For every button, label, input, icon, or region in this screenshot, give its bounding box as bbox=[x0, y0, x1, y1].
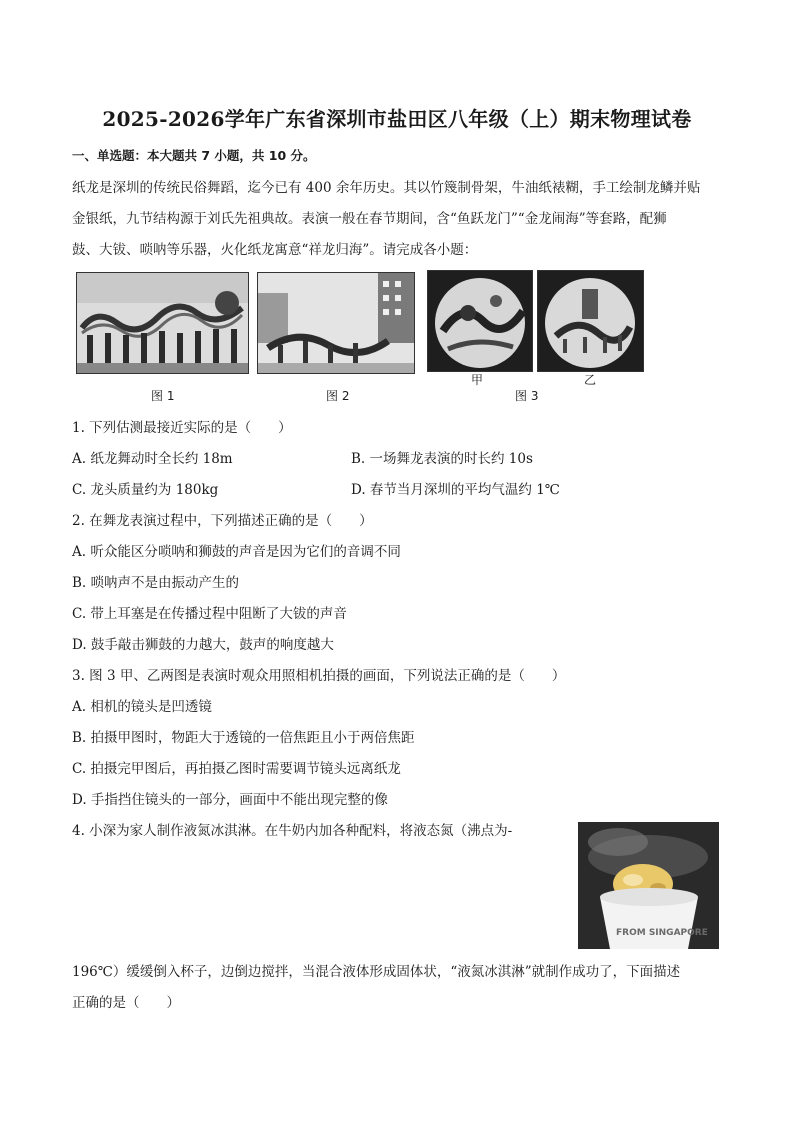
figure-1-image bbox=[76, 272, 249, 374]
figure-3b-image bbox=[537, 270, 644, 372]
question-1-option-d: D. 春节当月深圳的平均气温约 1℃ bbox=[351, 482, 560, 498]
question-2-option-a: A. 听众能区分唢呐和狮鼓的声音是因为它们的音调不同 bbox=[72, 544, 401, 560]
figure-2-caption: 图 2 bbox=[326, 389, 350, 403]
intro-line-2: 金银纸，九节结构源于刘氏先祖典故。表演一般在春节期间，含“鱼跃龙门”“金龙闹海”等套路，配狮 bbox=[72, 211, 667, 227]
question-1-stem: 1. 下列估测最接近实际的是（ ） bbox=[72, 420, 292, 436]
question-2-option-b: B. 唢呐声不是由振动产生的 bbox=[72, 575, 240, 591]
section-heading: 一、单选题：本大题共 7 小题，共 10 分。 bbox=[72, 148, 316, 163]
figure-3b-label: 乙 bbox=[584, 373, 597, 387]
question-1-option-b: B. 一场舞龙表演的时长约 10s bbox=[351, 451, 533, 467]
intro-line-1: 纸龙是深圳的传统民俗舞蹈，迄今已有 400 余年历史。其以竹篾制骨架，牛油纸裱糊，手工绘制龙鳞并贴 bbox=[72, 180, 701, 196]
question-1-option-c: C. 龙头质量约为 180kg bbox=[72, 482, 219, 498]
question-3-option-d: D. 手指挡住镜头的一部分，画面中不能出现完整的像 bbox=[72, 792, 388, 808]
question-4-stem: 4. 小深为家人制作液氮冰淇淋。在牛奶内加各种配料，将液态氮（沸点为- bbox=[72, 823, 513, 839]
question-3-option-a: A. 相机的镜头是凹透镜 bbox=[72, 699, 212, 715]
question-4-continuation-1: 196℃）缓缓倒入杯子，边倒边搅拌，当混合液体形成固体状，“液氮冰淇淋”就制作成功了，下面描述 bbox=[72, 964, 681, 980]
figure-1-caption: 图 1 bbox=[151, 389, 175, 403]
page-title: 2025-2026学年广东省深圳市盐田区八年级（上）期末物理试卷 bbox=[102, 107, 692, 131]
figure-3-caption: 图 3 bbox=[515, 389, 539, 403]
question-2-stem: 2. 在舞龙表演过程中，下列描述正确的是（ ） bbox=[72, 513, 373, 529]
question-2-option-c: C. 带上耳塞是在传播过程中阻断了大钹的声音 bbox=[72, 606, 347, 622]
question-4-continuation-2: 正确的是（ ） bbox=[72, 995, 180, 1011]
figure-3a-label: 甲 bbox=[471, 373, 484, 387]
question-3-option-b: B. 拍摄甲图时，物距大于透镜的一倍焦距且小于两倍焦距 bbox=[72, 730, 415, 746]
figure-3a-image bbox=[427, 270, 533, 372]
cup-brand-text: FROM SINGAPORE bbox=[616, 928, 708, 938]
question-2-option-d: D. 鼓手敲击狮鼓的力越大，鼓声的响度越大 bbox=[72, 637, 334, 653]
question-3-stem: 3. 图 3 甲、乙两图是表演时观众用照相机拍摄的画面，下列说法正确的是（ ） bbox=[72, 668, 566, 684]
intro-line-3: 鼓、大钹、唢呐等乐器，火化纸龙寓意“祥龙归海”。请完成各小题： bbox=[72, 242, 478, 258]
figure-2-image bbox=[257, 272, 415, 374]
question-3-option-c: C. 拍摄完甲图后，再拍摄乙图时需要调节镜头远离纸龙 bbox=[72, 761, 401, 777]
question-1-option-a: A. 纸龙舞动时全长约 18m bbox=[72, 451, 233, 467]
ice-cream-photo bbox=[578, 822, 719, 949]
